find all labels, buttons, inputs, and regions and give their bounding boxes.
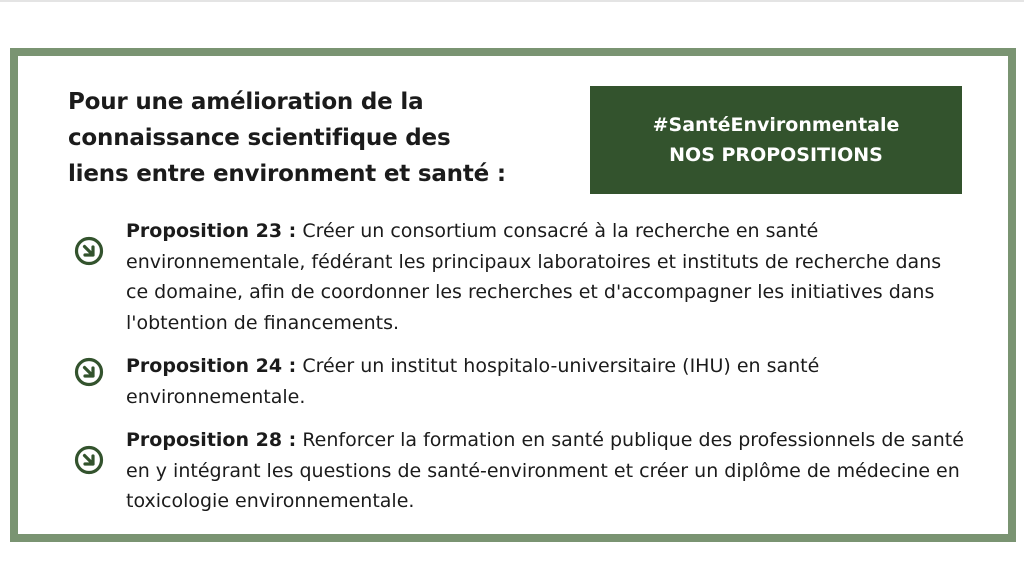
circled-arrow-icon — [74, 357, 104, 387]
page-title — [68, 84, 548, 192]
banner-subtitle: NOS PROPOSITIONS — [669, 144, 883, 166]
top-divider — [0, 0, 1024, 2]
proposition-list — [68, 216, 968, 530]
circled-arrow-icon — [74, 445, 104, 475]
title-line-1: Pour une amélioration de la — [68, 89, 424, 115]
proposition-item — [68, 425, 968, 517]
proposition-title: Proposition 24 : — [126, 355, 297, 377]
proposition-text: Renforcer la formation en santé publique des professionnels de santé en y intégrant les questions de santé-environment et créer un diplôme de médecine en toxicologie environnementale. — [126, 429, 964, 512]
proposition-title: Proposition 23 : — [126, 220, 297, 242]
proposition-item — [68, 351, 968, 412]
proposition-title: Proposition 28 : — [126, 429, 297, 451]
title-line-3: liens entre environment et santé : — [68, 161, 506, 187]
proposition-text: Créer un consortium consacré à la recherche en santé environnementale, fédérant les principaux laboratoires et instituts de recherche dans ce domaine, afin de coordonner les recherches et d'accompagner les initiatives dans l'obtention de financements. — [126, 220, 942, 334]
content-frame — [10, 48, 1016, 542]
proposition-item — [68, 216, 968, 338]
hashtag-text: #SantéEnvironmentale — [652, 114, 900, 136]
title-line-2: connaissance scientifique des — [68, 125, 451, 151]
proposition-text: Créer un institut hospitalo-universitaire (IHU) en santé environnementale. — [126, 355, 820, 408]
circled-arrow-icon — [74, 236, 104, 266]
hashtag-banner — [590, 86, 962, 194]
